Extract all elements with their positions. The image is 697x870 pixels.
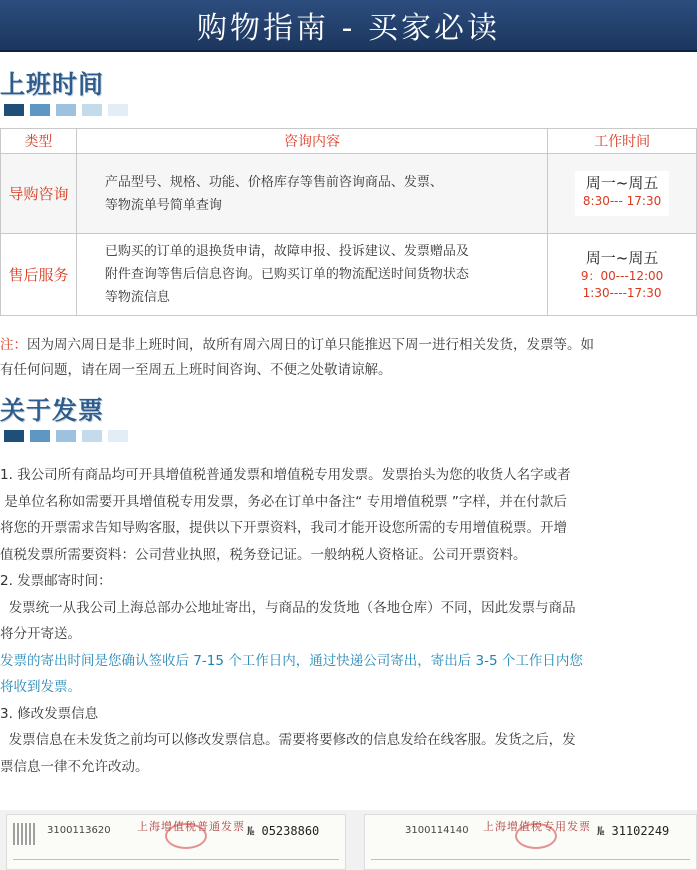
- decor-square: [82, 104, 102, 116]
- row-content: [76, 234, 547, 316]
- header-type: 类型: [1, 129, 77, 154]
- divider: [13, 859, 339, 860]
- content-line: 产品型号、规格、功能、价格库存等售前咨询商品、发票、: [104, 174, 443, 190]
- invoice-info: [0, 462, 697, 780]
- invoice-line: 将您的开票需求告知导购客服，提供以下开票资料，我司才能开设您所需的专用增值税票。开增: [0, 520, 567, 536]
- work-days: 周一~周五: [585, 248, 659, 267]
- qr-code-icon: [13, 823, 35, 845]
- invoice-title: 上海增值税普通发票: [137, 820, 245, 833]
- invoice-section-title: 关于发票: [0, 396, 105, 425]
- decor-square: [4, 104, 24, 116]
- time-box: [575, 171, 669, 216]
- section-decoration: [4, 430, 200, 442]
- invoice-number: [247, 824, 319, 838]
- invoice-line: 将分开寄送。: [0, 626, 81, 642]
- invoice-title: 上海增值税专用发票: [483, 820, 591, 833]
- invoice-sample-image: [6, 814, 346, 870]
- seal-stamp-icon: [515, 823, 557, 849]
- invoice-line: 发票统一从我公司上海总部办公地址寄出，与商品的发货地（各地仓库）不同，因此发票与商品: [0, 599, 576, 616]
- notice-text: 有任何问题，请在周一至周五上班时间咨询、不便之处敬请谅解。: [0, 362, 392, 378]
- invoice-sample-image: [364, 814, 697, 870]
- row-type: 导购咨询: [1, 154, 77, 234]
- row-time: [548, 154, 697, 234]
- invoice-highlight-line: 将收到发票。: [0, 679, 81, 695]
- divider: [371, 859, 690, 860]
- invoice-line: 票信息一律不允许改动。: [0, 758, 149, 775]
- invoice-code: 3100113620: [47, 825, 111, 836]
- work-hours: 8:30--- 17:30: [582, 194, 662, 208]
- work-days: 周一~周五: [585, 174, 659, 192]
- row-type: 售后服务: [1, 234, 77, 316]
- invoice-code: 3100114140: [405, 825, 469, 836]
- content-line: 附件查询等售后信息咨询。已购买订单的物流配送时间货物状态: [104, 267, 469, 282]
- decor-square: [30, 430, 50, 442]
- content-line: 等物流单号简单查询: [104, 197, 222, 213]
- invoice-samples: [0, 810, 697, 870]
- row-content: [76, 154, 547, 234]
- invoice-number-value: 05238860: [261, 824, 320, 838]
- invoice-line: 1. 我公司所有商品均可开具增值税普通发票和增值税专用发票。发票抬头为您的收货人名字或者: [0, 467, 571, 483]
- decor-square: [108, 104, 128, 116]
- work-hours: 1:30----17:30: [582, 285, 662, 300]
- content-line: 等物流信息: [104, 290, 170, 305]
- invoice-number-symbol: №: [247, 824, 255, 838]
- table-row: [1, 234, 697, 316]
- invoice-number-symbol: №: [597, 824, 605, 838]
- hours-section-header: [0, 70, 200, 116]
- table-header-row: [1, 129, 697, 154]
- page-banner: [0, 0, 697, 52]
- invoice-number-value: 31102249: [611, 824, 670, 838]
- table-row: [1, 154, 697, 234]
- section-decoration: [4, 104, 200, 116]
- header-content: 咨询内容: [76, 129, 547, 154]
- decor-square: [56, 430, 76, 442]
- content-line: 已购买的订单的退换货申请，故障申报、投诉建议、发票赠品及: [104, 244, 469, 259]
- invoice-line: 值税发票所需要资料：公司营业执照，税务登记证。一般纳税人资格证。公司开票资料。: [0, 546, 527, 563]
- invoice-highlight-line: 发票的寄出时间是您确认签收后 7-15 个工作日内，通过快递公司寄出，寄出后 3-5 个工作日内您: [0, 652, 583, 669]
- notice: [0, 333, 697, 383]
- decor-square: [82, 430, 102, 442]
- decor-square: [108, 430, 128, 442]
- invoice-line: 是单位名称如需要开具增值税专用发票，务必在订单中备注“ 专用增值税票 ”字样，并在付款后: [0, 493, 567, 510]
- invoice-line: 2. 发票邮寄时间：: [0, 573, 112, 589]
- invoice-number: [597, 824, 669, 838]
- invoice-line: 发票信息在未发货之前均可以修改发票信息。需要将要修改的信息发给在线客服。发货之后，发: [0, 732, 576, 748]
- decor-square: [30, 104, 50, 116]
- decor-square: [4, 430, 24, 442]
- notice-prefix: 注：: [0, 337, 27, 353]
- decor-square: [56, 104, 76, 116]
- notice-text: 因为周六周日是非上班时间，故所有周六周日的订单只能推迟下周一进行相关发货，发票等。如: [27, 337, 594, 353]
- row-time: [548, 234, 697, 316]
- work-hours: 9：00---12:00: [580, 268, 664, 283]
- invoice-line: 3. 修改发票信息: [0, 705, 99, 722]
- hours-section-title: 上班时间: [0, 70, 105, 99]
- invoice-section-header: [0, 396, 200, 442]
- seal-stamp-icon: [165, 823, 207, 849]
- header-time: 工作时间: [548, 129, 697, 154]
- banner-title: 购物指南 - 买家必读: [197, 11, 500, 46]
- work-hours-table: [0, 128, 697, 316]
